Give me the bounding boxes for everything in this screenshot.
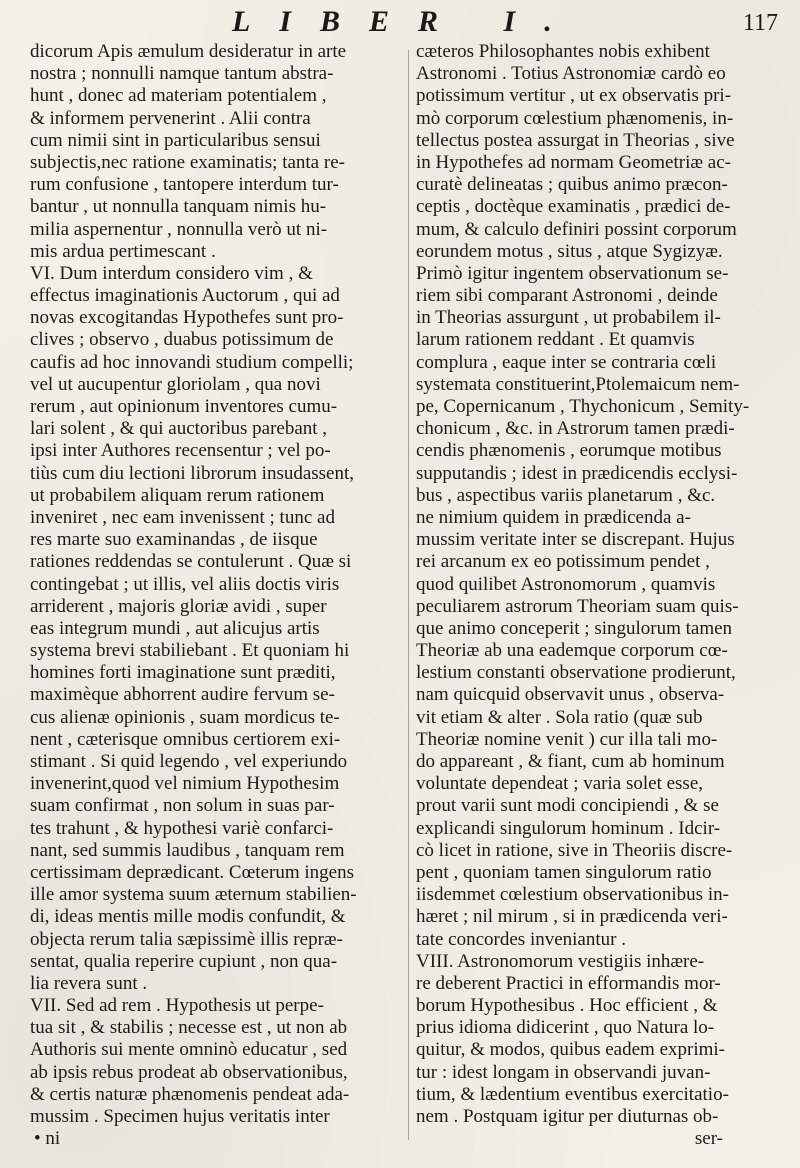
text-line: prius idioma didicerint , quo Natura lo- <box>416 1017 715 1039</box>
text-line: bus , aspectibus variis planetarum , &c. <box>416 484 716 506</box>
running-head: LIBER I. <box>232 5 581 38</box>
text-line: sentat, qualia reperire cupiunt , non qua- <box>30 950 338 972</box>
text-line: lari solent , & qui auctoribus parebant , <box>30 418 328 440</box>
text-line: & certis naturæ phænomenis pendeat ada- <box>30 1083 350 1105</box>
left-text-column <box>30 41 404 1150</box>
text-line: nostra ; nonnulli namque tantum abstra- <box>30 63 334 85</box>
text-line: cus alienæ opinionis , suam mordicus te- <box>30 706 340 728</box>
text-line: mum, & calculo definiri possint corporum <box>416 218 737 240</box>
text-line: peculiarem astrorum Theoriam suam quis- <box>416 595 739 617</box>
page-header <box>0 4 800 44</box>
text-line: rerum , aut opinionum inventores cumu- <box>30 396 338 417</box>
text-line: ne nimium quidem in prædicenda a- <box>416 506 691 528</box>
page-number: 117 <box>742 10 778 36</box>
text-line: riem sibi comparant Astronomi , deinde <box>416 285 718 307</box>
text-line: do appareant , & fiant, cum ab hominum <box>416 751 725 772</box>
text-line: quitur, & modos, quibus eadem exprimi- <box>416 1039 726 1061</box>
text-line: rei arcanum ex eo potissimum pendet , <box>416 551 710 573</box>
text-line: tes trahunt , & hypothesi variè confarci- <box>30 817 334 839</box>
text-line: re deberent Practici in efformandis mor- <box>416 972 721 994</box>
text-line: in Theorias assurgunt , ut probabilem il- <box>416 307 721 329</box>
text-line: tate concordes inveniantur . <box>416 928 626 950</box>
text-line: prout varii sunt modi concipiendi , & se <box>416 795 719 817</box>
text-line: stimant . Si quid legendo , vel experiundo <box>30 751 348 772</box>
text-line: ipsi inter Authores recensentur ; vel po- <box>30 440 331 462</box>
text-line: ab ipsis rebus prodeat ab observationibus, <box>30 1061 348 1083</box>
text-line: VIII. Astronomorum vestigiis inhære- <box>416 950 705 972</box>
text-line: voluntate dependeat ; varia solet esse, <box>416 773 704 795</box>
text-line: homines forti imaginatione sunt præditi, <box>30 662 336 684</box>
text-line: complura , eaque inter se contraria cœli <box>416 351 717 373</box>
text-line: eorundem motus , situs , atque Sygizyæ. <box>416 240 723 262</box>
right-text-column <box>416 41 783 1150</box>
text-line: nant, sed summis laudibus , tanquam rem <box>30 839 345 861</box>
text-line: systemata constituerint,Ptolemaicum nem- <box>416 373 740 395</box>
text-line: vit etiam & alter . Sola ratio (quæ sub <box>416 706 703 728</box>
text-line: larum rationem reddant . Et quamvis <box>416 329 695 351</box>
text-line: pe, Copernicanum , Thychonicum , Semity- <box>416 396 750 417</box>
text-line: contingebat ; ut illis, vel aliis doctis viris <box>30 573 340 595</box>
text-line: eas integrum mundi , aut alicujus artis <box>30 617 320 639</box>
text-line: hæret ; nil mirum , si in prædicenda veri- <box>416 906 728 928</box>
text-line: ceptis , doctèque examinatis , prædici de- <box>416 196 731 218</box>
text-line: caufis ad hoc innovandi studium compelli; <box>30 351 354 373</box>
text-line: mussim . Specimen hujus veritatis inter <box>30 1106 330 1127</box>
text-line: curatè delineatas ; quibus animo præcon- <box>416 174 728 196</box>
text-line: ille amor systema suum æternum stabilien- <box>30 884 357 906</box>
text-line: novas excogitandas Hypothefes sunt pro- <box>30 307 344 329</box>
text-line: cæteros Philosophantes nobis exhibent <box>416 41 710 62</box>
text-line: Theoriæ nomine venit ) cur illa tali mo- <box>416 728 718 750</box>
text-line: in Hypothefes ad normam Geometriæ ac- <box>416 151 731 173</box>
text-line: tiùs cum diu lectioni librorum insudassent, <box>30 462 355 484</box>
text-line: bantur , ut nonnulla tanquam nimis hu- <box>30 196 327 218</box>
text-line: mò corporum cœlestium phænomenis, in- <box>416 107 734 129</box>
text-line: chonicum , &c. in Astrorum tamen prædi- <box>416 418 735 440</box>
text-line: inveniret , nec eam invenissent ; tunc ad <box>30 506 335 528</box>
text-line: arriderent , majoris gloriæ avidi , super <box>30 595 327 617</box>
text-line: objecta rerum talia sæpissimè illis repræ- <box>30 928 343 950</box>
text-line: tua sit , & stabilis ; necesse est , ut non ab <box>30 1017 348 1039</box>
text-line: dicorum Apis æmulum desideratur in arte <box>30 41 347 62</box>
text-line: Astronomi . Totius Astronomiæ cardò eo <box>416 63 726 85</box>
text-line: certissimam deprædicant. Cœterum ingens <box>30 861 354 883</box>
text-line: borum Hypothesibus . Hoc efficient , & <box>416 995 718 1017</box>
text-line: di, ideas mentis mille modis confundit, & <box>30 906 346 928</box>
text-line: nent , cæterisque omnibus certiorem exi- <box>30 728 341 750</box>
text-line: nam quicquid observavit unus , observa- <box>416 684 725 706</box>
text-line: Authoris sui mente omninò educatur , sed <box>30 1039 348 1061</box>
text-line: cendis phænomenis , eorumque motibus <box>416 440 722 462</box>
text-line: clives ; observo , duabus potissimum de <box>30 329 334 351</box>
text-line: Theoriæ ab una eademque corporum cœ- <box>416 640 728 662</box>
text-line: rationes reddendas se contulerunt . Quæ si <box>30 551 352 573</box>
text-line: effectus imaginationis Auctorum , qui ad <box>30 285 340 307</box>
text-line: pent , quoniam tamen singulorum ratio <box>416 861 712 883</box>
text-line: lestium constanti observatione prodierunt, <box>416 662 736 684</box>
text-line: VI. Dum interdum considero vim , & <box>30 262 313 284</box>
text-line: hunt , donec ad materiam potentialem , <box>30 85 327 107</box>
text-line: cò licet in ratione, sive in Theoriis discre- <box>416 839 733 861</box>
text-line: res marte suo examinandas , de iisque <box>30 529 318 551</box>
text-line: vel ut aucupentur gloriolam , qua novi <box>30 373 321 395</box>
text-line: Primò igitur ingentem observationum se- <box>416 262 729 284</box>
text-line: tium, & lædentium eventibus exercitatio- <box>416 1083 729 1105</box>
text-line: ut probabilem aliquam rerum rationem <box>30 484 325 506</box>
text-line: mussim veritate inter se discrepant. Hujus <box>416 529 735 551</box>
text-line: invenerint,quod vel nimium Hypothesim <box>30 773 340 795</box>
text-line: subjectis,nec ratione examinatis; tanta re- <box>30 151 345 173</box>
text-line: mis ardua pertimescant . <box>30 240 216 262</box>
text-line: supputandis ; idest in prædicendis ecclysi- <box>416 462 738 484</box>
text-line: nem . Postquam igitur per diuturnas ob- <box>416 1106 719 1127</box>
text-line: rum confusione , tantopere interdum tur- <box>30 174 339 196</box>
text-line: cum nimii sint in particularibus sensui <box>30 129 321 151</box>
text-line: & informem pervenerint . Alii contra <box>30 107 311 129</box>
text-line: que animo conceperit ; singulorum tamen <box>416 617 733 639</box>
text-line: iisdemmet cœlestium observationibus in- <box>416 884 729 906</box>
text-line: explicandi singulorum hominum . Idcir- <box>416 817 721 839</box>
text-line: systema brevi stabiliebant . Et quoniam hi <box>30 640 350 662</box>
text-line: suam confirmat , non solum in suas par- <box>30 795 335 817</box>
text-line: tur : idest longam in observandi juvan- <box>416 1061 711 1083</box>
column-divider <box>408 50 409 1140</box>
catchword: ser- <box>694 1128 723 1150</box>
text-line: tellectus postea assurgat in Theorias , sive <box>416 129 735 151</box>
catchword: • ni <box>34 1128 61 1150</box>
text-line: lia revera sunt . <box>30 972 148 994</box>
text-line: VII. Sed ad rem . Hypothesis ut perpe- <box>30 995 324 1017</box>
text-line: maximèque abhorrent audire fervum se- <box>30 684 335 706</box>
text-line: potissimum vertitur , ut ex observatis pri- <box>416 85 732 107</box>
text-line: milia aspernentur , nonnulla verò ut ni- <box>30 218 328 240</box>
text-line: quod quilibet Astronomorum , quamvis <box>416 573 716 595</box>
